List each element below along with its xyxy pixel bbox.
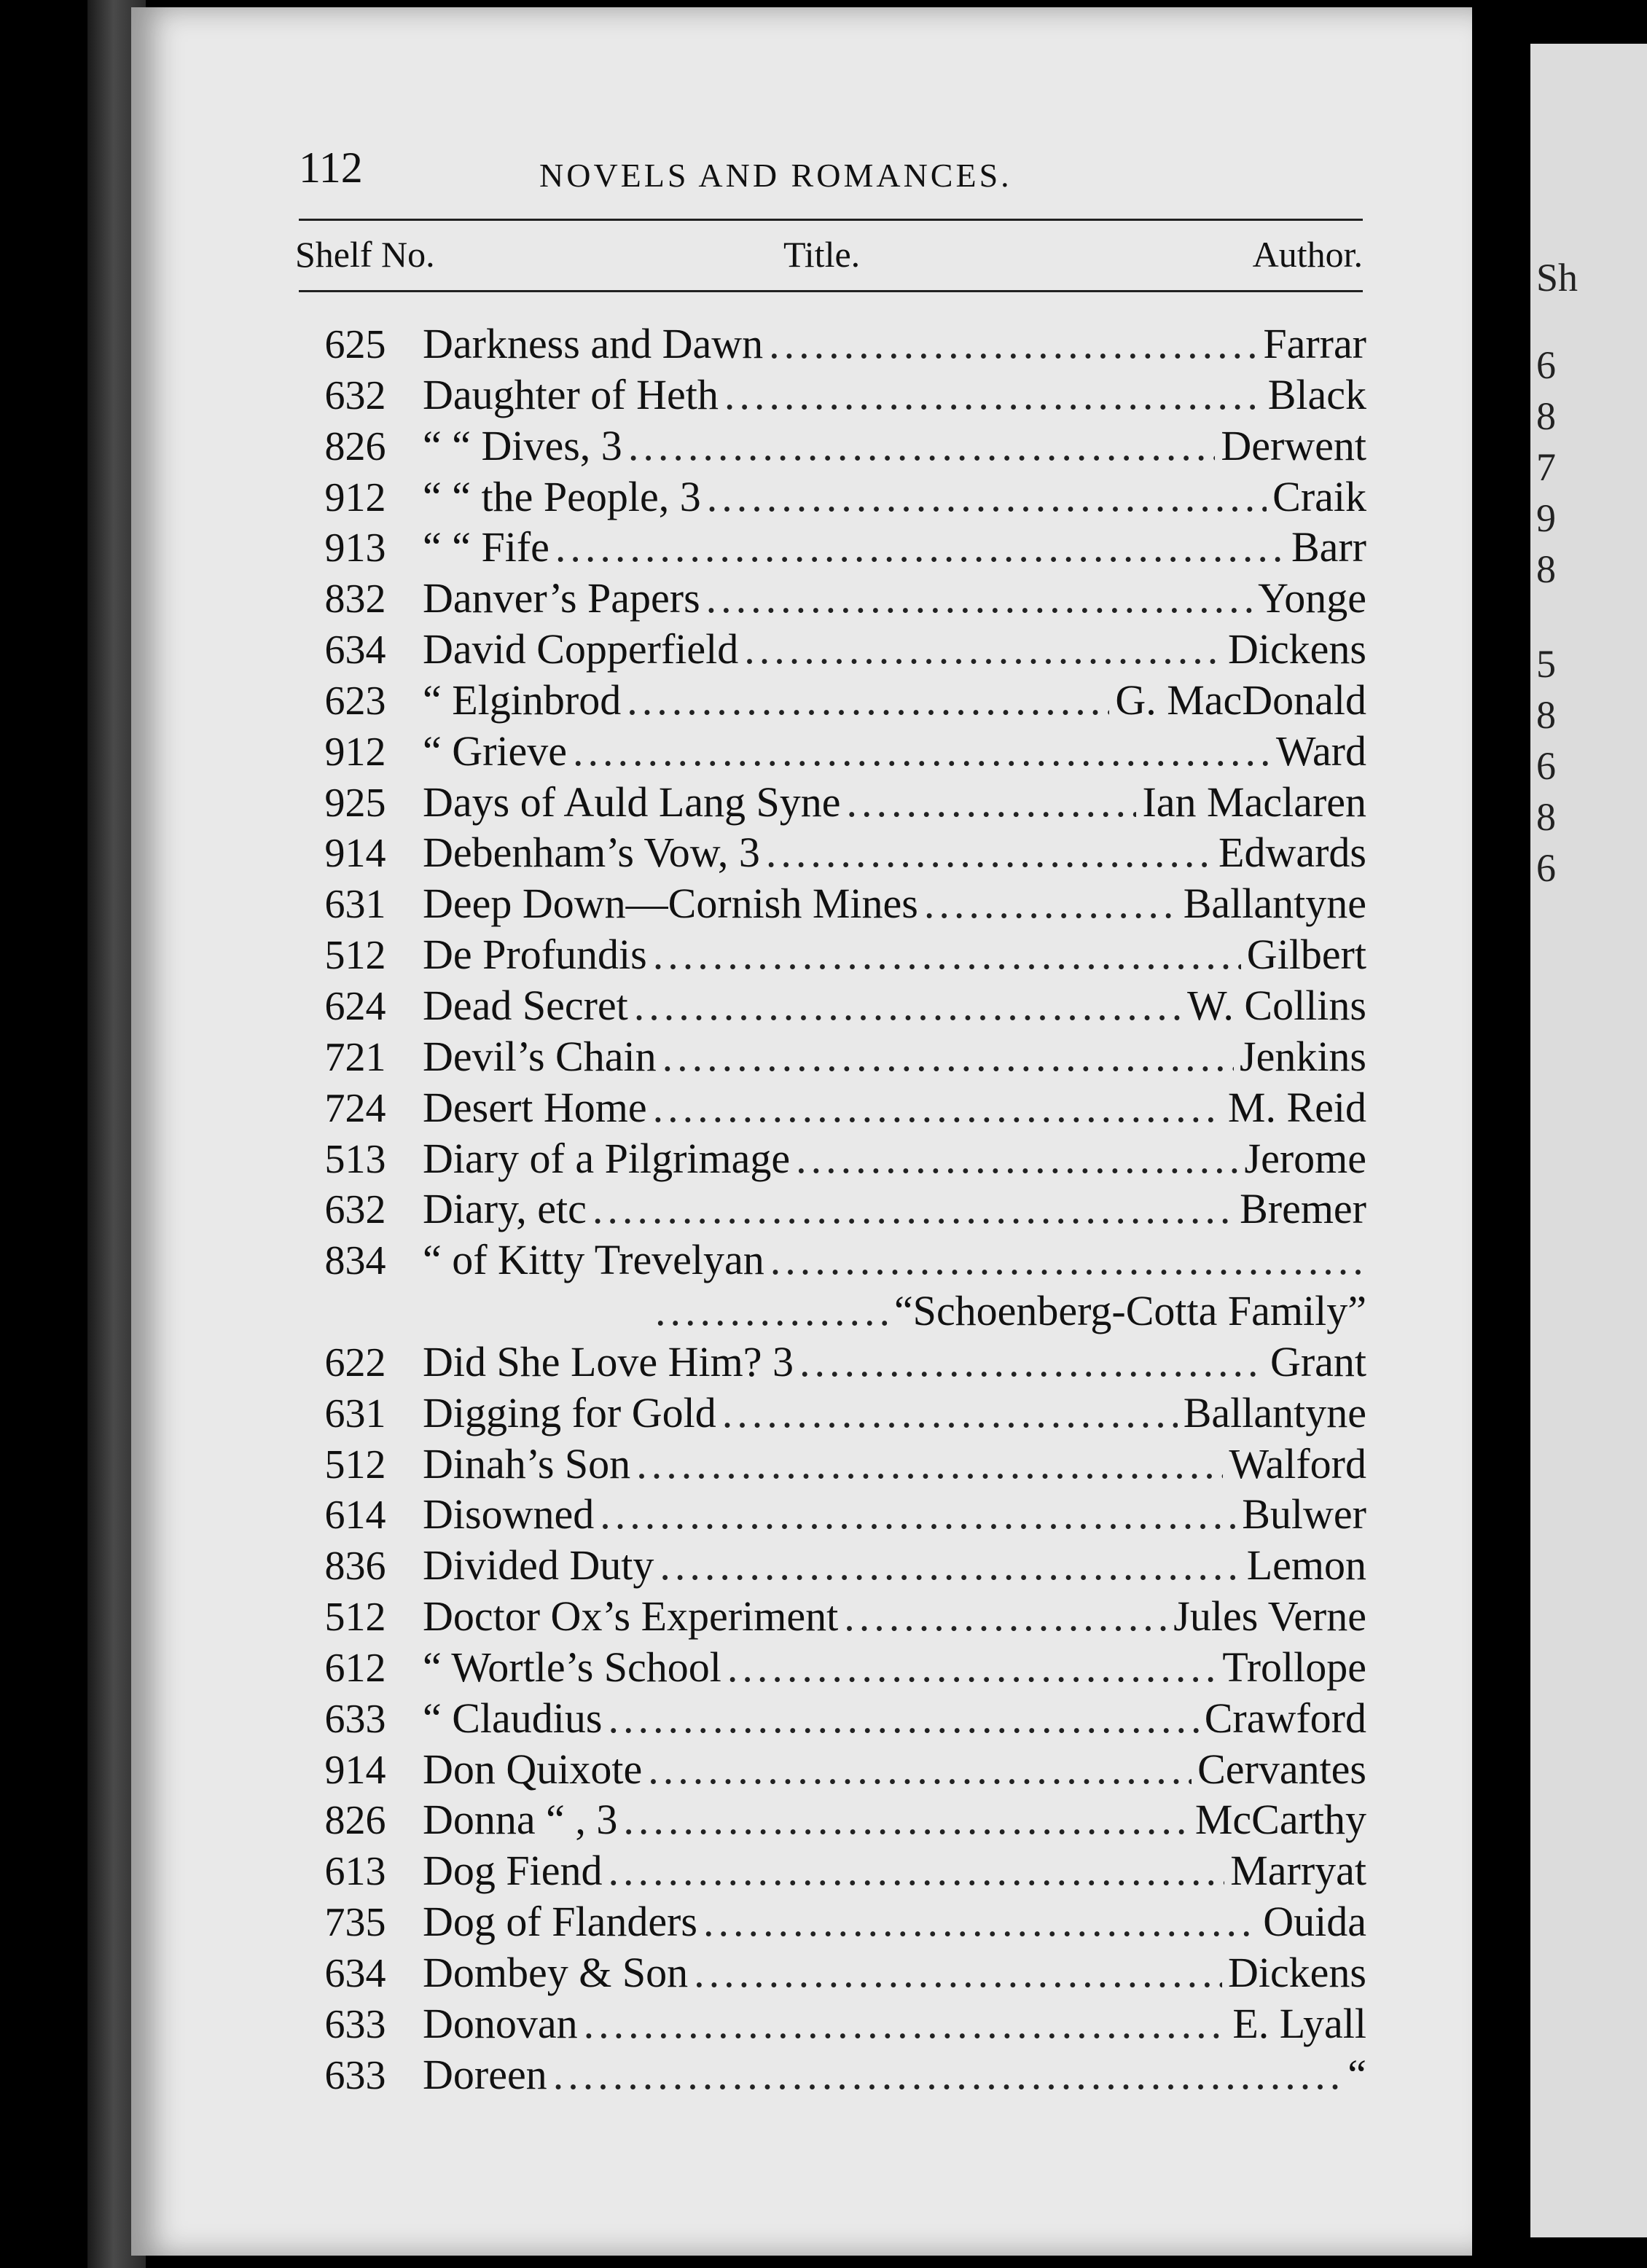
catalog-entry (288, 982, 1366, 1030)
shelf-number: 512 (324, 1595, 386, 1641)
book-author: Craik (1272, 472, 1366, 520)
leader-dots (608, 1695, 1198, 1743)
leader-dots (584, 2001, 1227, 2048)
leader-dots (600, 1491, 1236, 1538)
shelf-number: 834 (324, 1238, 386, 1284)
shelf-number: 832 (324, 576, 386, 622)
book-title: Disowned (423, 1490, 595, 1538)
shelf-number: 826 (324, 1798, 386, 1844)
book-author: “Schoenberg-Cotta Family” (893, 1287, 1366, 1335)
shelf-number: 512 (324, 1442, 386, 1487)
leader-dots (727, 1644, 1216, 1692)
leader-dots (623, 1796, 1189, 1844)
catalog-entry (288, 677, 1366, 724)
book-author: Yonge (1258, 574, 1366, 622)
book-author: Farrar (1263, 320, 1366, 367)
catalog-entry (288, 2052, 1366, 2099)
catalog-entry (288, 626, 1366, 673)
leader-dots (703, 1899, 1257, 1946)
book-title: De Profundis (423, 931, 647, 979)
catalog-entry (288, 474, 1366, 521)
book-author: Derwent (1221, 421, 1366, 469)
book-title: Deep Down—Cornish Mines (423, 880, 918, 928)
shelf-number: 721 (324, 1034, 386, 1080)
book-author: Ballantyne (1183, 880, 1366, 928)
book-author: Bremer (1240, 1185, 1366, 1233)
book-title: “ Elginbrod (423, 676, 622, 724)
shelf-number: 512 (324, 933, 386, 979)
book-title: Dead Secret (423, 981, 628, 1029)
book-author: McCarthy (1194, 1796, 1366, 1844)
book-title: “ Wortle’s School (423, 1643, 721, 1691)
book-title: Danver’s Papers (423, 574, 700, 622)
shelf-number: 624 (324, 983, 386, 1029)
book-title: Diary of a Pilgrimage (423, 1134, 791, 1182)
leader-dots (662, 1033, 1234, 1081)
leader-dots (724, 372, 1262, 419)
shelf-column-header: Shelf No. (295, 234, 435, 275)
catalog-entry (288, 1084, 1366, 1132)
next-page-fragment: 6 (1536, 343, 1556, 387)
book-author: Bulwer (1242, 1490, 1366, 1538)
leader-dots (555, 524, 1286, 571)
column-headers (295, 233, 1363, 292)
shelf-number: 634 (324, 627, 386, 673)
book-title: Devil’s Chain (423, 1032, 657, 1080)
next-page-fragment: 7 (1536, 445, 1556, 489)
shelf-number: 631 (324, 1391, 386, 1436)
catalog-entry (288, 728, 1366, 775)
leader-dots (653, 1084, 1222, 1132)
shelf-number: 633 (324, 2001, 386, 2047)
next-page-fragment: 8 (1536, 547, 1556, 591)
catalog-entry (288, 1339, 1366, 1386)
book-title: “ Grieve (423, 727, 568, 775)
catalog-entry (288, 1237, 1366, 1284)
page-number: 112 (299, 144, 363, 192)
leader-dots (653, 931, 1241, 979)
book-title: “ “ Fife (423, 523, 549, 571)
catalog-entry (288, 1390, 1366, 1437)
book-author: Crawford (1204, 1694, 1366, 1742)
book-author: G. MacDonald (1115, 676, 1366, 724)
book-title: Dog Fiend (423, 1847, 603, 1895)
catalog-entry (288, 1695, 1366, 1743)
shelf-number: 613 (324, 1849, 386, 1895)
leader-dots (573, 728, 1270, 775)
title-column-header: Title. (783, 234, 861, 275)
column-header-rule (299, 290, 1363, 292)
book-author: Dickens (1227, 625, 1366, 673)
book-title: Desert Home (423, 1083, 647, 1131)
book-title: Divided Duty (423, 1541, 654, 1589)
shelf-number: 912 (324, 729, 386, 775)
catalog-entry (288, 1033, 1366, 1081)
leader-dots (844, 1593, 1167, 1641)
running-head: NOVELS AND ROMANCES. (539, 157, 1012, 194)
book-author: Barr (1291, 523, 1366, 571)
catalog-entry (288, 779, 1366, 826)
book-title: Did She Love Him? 3 (423, 1337, 794, 1385)
leader-dots (628, 423, 1216, 470)
leader-dots (660, 1542, 1240, 1589)
shelf-number: 724 (324, 1085, 386, 1131)
next-page-fragment: 6 (1536, 744, 1556, 788)
book-author: Grant (1270, 1337, 1366, 1385)
catalog-entry (288, 321, 1366, 368)
book-title: “ of Kitty Trevelyan (423, 1236, 764, 1284)
book-author: Marryat (1230, 1847, 1366, 1895)
catalog-entry (288, 2001, 1366, 2048)
catalog-entry (288, 524, 1366, 571)
book-author: Jules Verne (1173, 1592, 1366, 1641)
catalog-entry (288, 575, 1366, 622)
leader-dots (766, 829, 1213, 877)
catalog-entry (288, 1186, 1366, 1233)
catalog-entry (288, 1593, 1366, 1641)
book-title: Daughter of Heth (423, 370, 719, 418)
author-column-header: Author. (1252, 234, 1363, 275)
next-page-fragment: 9 (1536, 496, 1556, 540)
book-title: Doreen (423, 2050, 547, 2098)
leader-dots (655, 1288, 888, 1335)
book-author: Ian Maclaren (1142, 778, 1366, 826)
shelf-number: 914 (324, 1747, 386, 1793)
leader-dots (722, 1390, 1178, 1437)
header-rule (299, 219, 1363, 221)
shelf-number: 614 (324, 1493, 386, 1538)
leader-dots (694, 1950, 1222, 1997)
catalog-entry (288, 829, 1366, 877)
leader-dots (796, 1135, 1238, 1183)
book-title: Days of Auld Lang Syne (423, 778, 841, 826)
shelf-number: 836 (324, 1544, 386, 1589)
catalog-entry (288, 1899, 1366, 1946)
leader-dots (847, 779, 1137, 826)
shelf-number: 513 (324, 1136, 386, 1182)
shelf-number: 633 (324, 2052, 386, 2098)
book-title: Dinah’s Son (423, 1439, 631, 1487)
book-author: Ballantyne (1183, 1388, 1366, 1436)
shelf-number: 914 (324, 831, 386, 877)
shelf-number: 826 (324, 423, 386, 469)
book-author: W. Collins (1186, 981, 1366, 1029)
book-title: Digging for Gold (423, 1388, 716, 1436)
leader-dots (769, 321, 1257, 368)
next-page-fragment: 5 (1536, 642, 1556, 686)
book-title: Dombey & Son (423, 1949, 689, 1996)
shelf-number: 912 (324, 474, 386, 520)
leader-dots (627, 677, 1109, 724)
leader-dots (592, 1186, 1234, 1233)
catalog-entry (288, 1796, 1366, 1844)
catalog-entry (288, 1441, 1366, 1488)
shelf-number: 622 (324, 1340, 386, 1385)
catalog-entry (288, 1542, 1366, 1589)
catalog-entry (288, 423, 1366, 470)
shelf-number: 632 (324, 1187, 386, 1233)
book-author: Jenkins (1240, 1032, 1366, 1080)
shelf-number: 913 (324, 525, 386, 571)
shelf-number: 625 (324, 322, 386, 367)
next-page-fragment: 8 (1536, 693, 1556, 737)
leader-dots (634, 982, 1181, 1030)
book-author: E. Lyall (1232, 1999, 1366, 2047)
leader-dots (706, 575, 1253, 622)
leader-dots (707, 474, 1267, 521)
book-title: Doctor Ox’s Experiment (423, 1592, 839, 1641)
book-author: Ward (1275, 727, 1366, 775)
book-author: Dickens (1227, 1949, 1366, 1996)
catalog-entry (288, 1644, 1366, 1692)
shelf-number: 925 (324, 780, 386, 826)
book-title: “ Claudius (423, 1694, 603, 1742)
catalog-entry (288, 372, 1366, 419)
book-title: Diary, etc (423, 1185, 587, 1233)
catalog-entry (288, 1950, 1366, 1997)
book-author: “ (1347, 2050, 1366, 2098)
leader-dots (609, 1847, 1225, 1895)
leader-dots (770, 1237, 1361, 1284)
catalog-entry (288, 1847, 1366, 1895)
book-author: Jerome (1244, 1134, 1366, 1182)
catalog-entry (288, 1491, 1366, 1538)
shelf-number: 623 (324, 678, 386, 724)
shelf-number: 634 (324, 1951, 386, 1996)
next-page-fragment: 8 (1536, 394, 1556, 438)
book-author: Gilbert (1246, 931, 1366, 979)
leader-dots (744, 626, 1222, 673)
shelf-number: 612 (324, 1645, 386, 1691)
catalog-entry (288, 1746, 1366, 1794)
book-title: Donna “ , 3 (423, 1796, 618, 1844)
book-author: Cervantes (1197, 1745, 1366, 1793)
book-author: M. Reid (1227, 1083, 1366, 1131)
adjacent-page-edge (1530, 44, 1647, 2237)
leader-dots (799, 1339, 1264, 1386)
book-author: Edwards (1218, 829, 1366, 877)
book-title: “ “ Dives, 3 (423, 421, 622, 469)
book-author: Trollope (1222, 1643, 1366, 1691)
book-title: Don Quixote (423, 1745, 643, 1793)
book-author: Black (1267, 370, 1366, 418)
catalog-entry (288, 1135, 1366, 1183)
book-author: Walford (1229, 1439, 1366, 1487)
book-title: “ “ the People, 3 (423, 472, 701, 520)
next-page-fragment: 8 (1536, 795, 1556, 839)
shelf-number: 735 (324, 1900, 386, 1946)
book-title: Donovan (423, 1999, 578, 2047)
book-author: Ouida (1263, 1898, 1366, 1946)
page-header (299, 143, 1363, 201)
book-title: Darkness and Dawn (423, 320, 764, 367)
book-title: Debenham’s Vow, 3 (423, 829, 760, 877)
catalog-entry (288, 1288, 1366, 1335)
leader-dots (553, 2052, 1342, 2099)
leader-dots (636, 1441, 1223, 1488)
book-author: Lemon (1246, 1541, 1366, 1589)
leader-dots (924, 880, 1178, 928)
catalog-entry (288, 880, 1366, 928)
book-title: David Copperfield (423, 625, 739, 673)
catalog-entries (288, 321, 1366, 2099)
catalog-entry (288, 931, 1366, 979)
shelf-number: 633 (324, 1696, 386, 1742)
book-title: Dog of Flanders (423, 1898, 697, 1946)
next-page-fragment: 6 (1536, 846, 1556, 890)
shelf-number: 631 (324, 882, 386, 928)
leader-dots (648, 1746, 1192, 1794)
next-page-column-head: Sh (1536, 256, 1578, 300)
shelf-number: 632 (324, 372, 386, 418)
